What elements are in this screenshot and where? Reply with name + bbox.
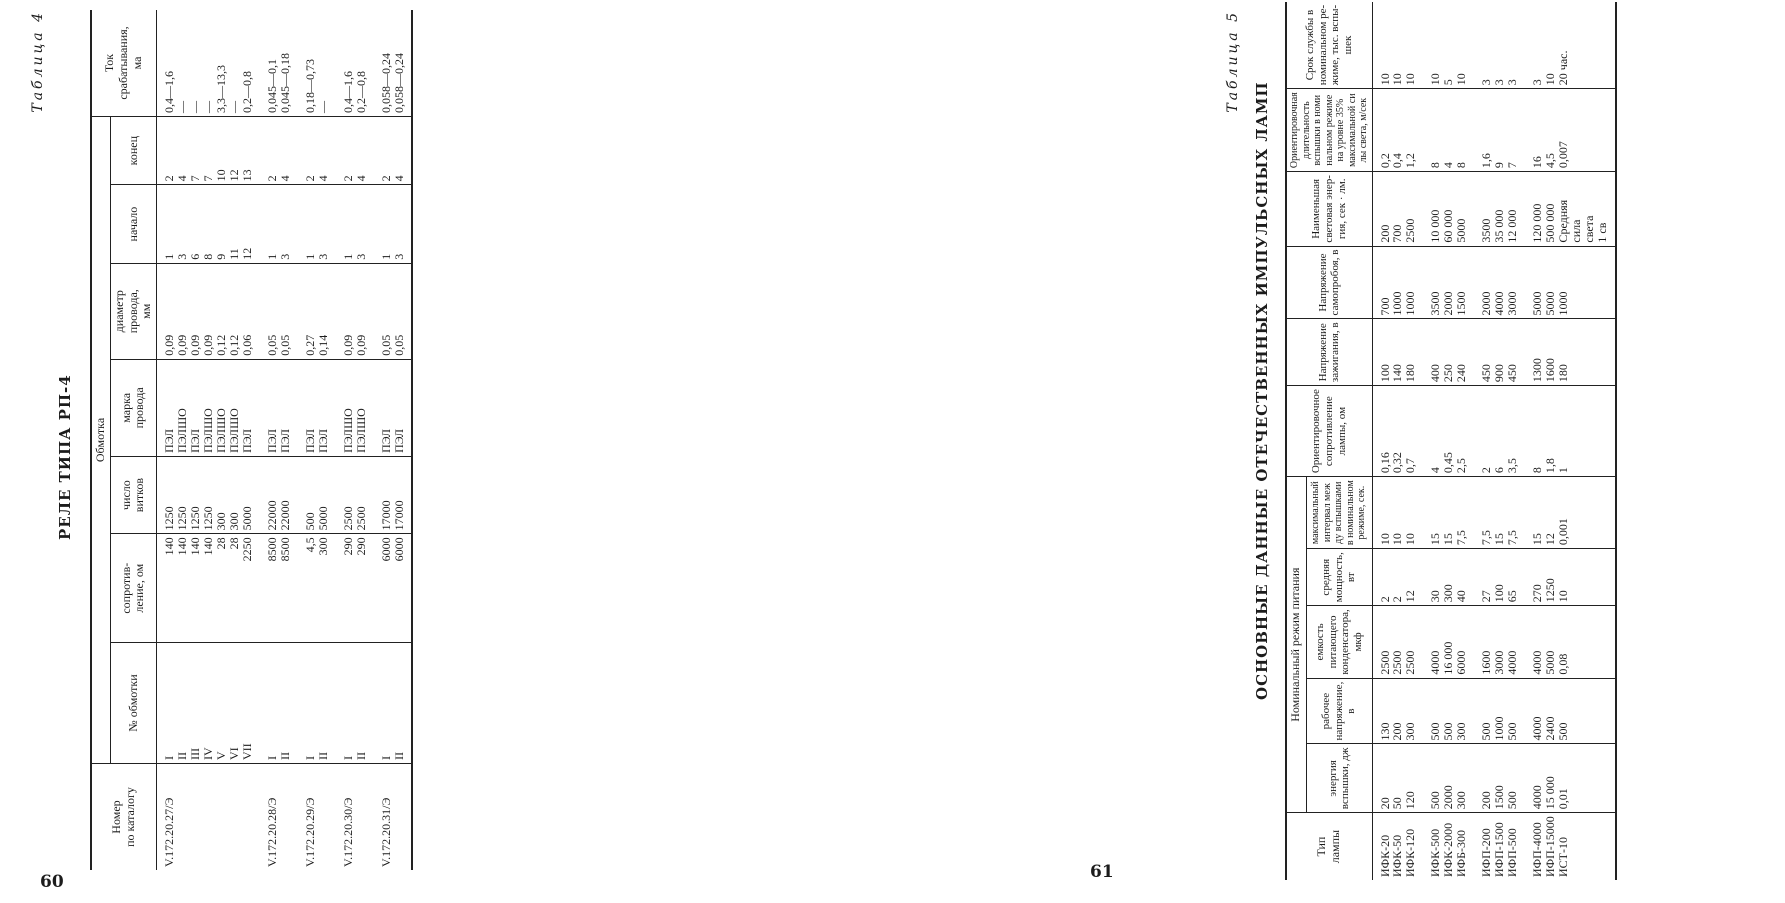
- col-resistance: Ориентировочное сопротивление лампы, ом: [1286, 386, 1372, 477]
- cell-resistance: 6000 6000: [374, 534, 413, 643]
- cell-voltage: 4000 2400 500: [1525, 678, 1616, 744]
- table-row: [1525, 2, 1616, 880]
- col-life: Срок службы в номинальном ре- жиме, тыс. вспы- шек: [1286, 2, 1372, 89]
- cell-ignition: 450 900 450: [1474, 319, 1525, 386]
- cell-brand: ПЭЛ ПЭЛ: [298, 359, 336, 456]
- cell-resistance: 140 140 140 140 28 28 2250: [157, 534, 260, 643]
- cell-current: 0,18—0,73 —: [298, 10, 336, 117]
- cell-winding: I II III IV V VI VII: [157, 643, 260, 764]
- col-catalog: Номер по каталогу: [91, 764, 157, 871]
- cell-current: 0,058—0,24 0,058—0,24: [374, 10, 413, 117]
- cell-capacitance: 2500 2500 2500: [1372, 606, 1423, 678]
- cell-interval: 15 15 7,5: [1423, 477, 1474, 549]
- cell-turns: 500 5000: [298, 456, 336, 533]
- cell-capacitance: 4000 16 000 6000: [1423, 606, 1474, 678]
- page-number-left: 60: [40, 872, 64, 892]
- cell-start: 1 3: [260, 185, 298, 263]
- col-current: Ток срабатывания, ма: [91, 10, 157, 117]
- cell-duration: 8 4 8: [1423, 89, 1474, 172]
- cell-catalog: V.172.20.27/Э: [162, 797, 177, 867]
- cell-type: ИФП-4000 ИФП-15000 ИСТ-10: [1530, 816, 1570, 877]
- cell-resistance: 290 290: [336, 534, 374, 643]
- cell-winding: I II: [260, 643, 298, 764]
- cell-power: 2 2 12: [1372, 549, 1423, 606]
- cell-catalog: V.172.20.30/Э: [340, 797, 355, 867]
- cell-type: ИФК-20 ИФК-50 ИФК-120: [1377, 828, 1418, 877]
- table-row: [336, 10, 374, 870]
- cell-resistance: 4 0,45 2,5: [1423, 386, 1474, 477]
- table-4-label: Таблица 4: [30, 10, 46, 113]
- cell-start: 1 3: [336, 185, 374, 263]
- lamp-table: [1285, 2, 1617, 880]
- cell-duration: 16 4,5 0,007: [1525, 89, 1616, 172]
- cell-turns: 17000 17000: [374, 456, 413, 533]
- cell-life: 3 10 20 час.: [1525, 2, 1616, 89]
- cell-winding: I II: [336, 643, 374, 764]
- cell-duration: 0,2 0,4 1,2: [1372, 89, 1423, 172]
- cell-brand: ПЭЛ ПЭЛ: [374, 359, 413, 456]
- cell-power: 27 100 65: [1474, 549, 1525, 606]
- col-light-energy: Наименьшая световая энер- гия, сек · лм.: [1286, 172, 1372, 246]
- table-row: [1423, 2, 1474, 880]
- cell-capacitance: 1600 3000 4000: [1474, 606, 1525, 678]
- cell-life: 10 10 10: [1372, 2, 1423, 89]
- cell-selfbreak: 700 1000 1000: [1372, 246, 1423, 319]
- cell-light-energy: 3500 35 000 12 000: [1474, 172, 1525, 246]
- cell-turns: 1250 1250 1250 1250 300 300 5000: [157, 456, 260, 533]
- cell-brand: ПЭЛ ПЭЛШО ПЭЛ ПЭЛШО ПЭЛШО ПЭЛШО ПЭЛ: [157, 359, 260, 456]
- cell-resistance: 4,5 300: [298, 534, 336, 643]
- cell-light-energy: 200 700 2500: [1372, 172, 1423, 246]
- cell-power: 270 1250 10: [1525, 549, 1616, 606]
- col-group-mode: Номинальный режим питания: [1286, 477, 1306, 813]
- cell-winding: I II: [298, 643, 336, 764]
- cell-life: 10 5 10: [1423, 2, 1474, 89]
- cell-turns: 22000 22000: [260, 456, 298, 533]
- cell-ignition: 400 250 240: [1423, 319, 1474, 386]
- cell-energy: 200 1500 500: [1474, 744, 1525, 813]
- cell-start: 1 3: [374, 185, 413, 263]
- col-start: начало: [110, 185, 156, 263]
- cell-interval: 7,5 15 7,5: [1474, 477, 1525, 549]
- col-ignition: Напряжение зажигания, в: [1286, 319, 1372, 386]
- cell-catalog: V.172.20.28/Э: [264, 797, 279, 867]
- col-interval: максимальный интервал меж ду вспышками в номинальном режиме, сек.: [1306, 477, 1372, 549]
- cell-selfbreak: 5000 5000 1000: [1525, 246, 1616, 319]
- cell-start: 1 3: [298, 185, 336, 263]
- table-5-label: Таблица 5: [1225, 10, 1241, 113]
- cell-interval: 10 10 10: [1372, 477, 1423, 549]
- cell-winding: I II: [374, 643, 413, 764]
- col-type: Тип лампы: [1286, 813, 1372, 880]
- cell-voltage: 130 200 300: [1372, 678, 1423, 744]
- cell-diameter: 0,05 0,05: [260, 263, 298, 359]
- col-end: конец: [110, 117, 156, 185]
- right-page: [600, 0, 1609, 903]
- cell-resistance: 2 6 3,5: [1474, 386, 1525, 477]
- table-row: [1474, 2, 1525, 880]
- cell-light-energy: 120 000 500 000 Средняя сила света 1 св: [1525, 172, 1616, 246]
- page-number-right: 61: [1090, 862, 1114, 882]
- cell-end: 2 4: [374, 117, 413, 185]
- cell-capacitance: 4000 5000 0,08: [1525, 606, 1616, 678]
- cell-selfbreak: 3500 2000 1500: [1423, 246, 1474, 319]
- table-5-title: ОСНОВНЫЕ ДАННЫЕ ОТЕЧЕСТВЕННЫХ ИМПУЛЬСНЫХ ЛАМП: [1253, 81, 1271, 700]
- table-row: [260, 10, 298, 870]
- cell-catalog: V.172.20.29/Э: [302, 797, 317, 867]
- table-row: [298, 10, 336, 870]
- cell-diameter: 0,05 0,05: [374, 263, 413, 359]
- cell-end: 2 4: [336, 117, 374, 185]
- table-5-frame: [1225, 4, 1785, 880]
- col-energy: энергия вспышки, дж: [1306, 744, 1372, 813]
- cell-end: 2 4: [298, 117, 336, 185]
- cell-voltage: 500 1000 500: [1474, 678, 1525, 744]
- cell-selfbreak: 2000 4000 3000: [1474, 246, 1525, 319]
- cell-diameter: 0,09 0,09 0,09 0,09 0,12 0,12 0,06: [157, 263, 260, 359]
- relay-table: [90, 10, 413, 870]
- col-power: средняя мощность, вт: [1306, 549, 1372, 606]
- col-duration: Ориентировочная длительность вспышки в номи нальном режиме на уровне 35% максимальной си лы света, м/сек: [1286, 89, 1372, 172]
- left-page: [0, 0, 600, 903]
- cell-resistance: 0,16 0,32 0,7: [1372, 386, 1423, 477]
- col-selfbreak: Напряжение самопробоя, в: [1286, 246, 1372, 319]
- col-voltage: рабочее напряжение, в: [1306, 678, 1372, 744]
- table-row: [374, 10, 413, 870]
- cell-power: 30 300 40: [1423, 549, 1474, 606]
- cell-interval: 15 12 0,001: [1525, 477, 1616, 549]
- col-capacitance: емкость питающего конденсатора, мкф: [1306, 606, 1372, 678]
- table-4-title: РЕЛЕ ТИПА РП-4: [56, 374, 74, 540]
- cell-current: 0,045—0,1 0,045—0,18: [260, 10, 298, 117]
- cell-type: ИФК-500 ИФК-2000 ИФБ-300: [1428, 822, 1469, 877]
- cell-energy: 4000 15 000 0,01: [1525, 744, 1616, 813]
- cell-brand: ПЭЛШО ПЭЛШО: [336, 359, 374, 456]
- cell-ignition: 100 140 180: [1372, 319, 1423, 386]
- cell-end: 2 4: [260, 117, 298, 185]
- col-wire-brand: марка провода: [110, 359, 156, 456]
- cell-diameter: 0,27 0,14: [298, 263, 336, 359]
- col-wire-diameter: диаметр провода, мм: [110, 263, 156, 359]
- cell-energy: 500 2000 300: [1423, 744, 1474, 813]
- cell-current: 0,4—1,6 — — — 3,3—13,3 — 0,2—0,8: [157, 10, 260, 117]
- col-winding-no: № обмотки: [110, 643, 156, 764]
- cell-turns: 2500 2500: [336, 456, 374, 533]
- cell-brand: ПЭЛ ПЭЛ: [260, 359, 298, 456]
- cell-duration: 1,6 9 7: [1474, 89, 1525, 172]
- cell-life: 3 3 3: [1474, 2, 1525, 89]
- col-turns: число витков: [110, 456, 156, 533]
- cell-voltage: 500 500 300: [1423, 678, 1474, 744]
- table-row: [1372, 2, 1423, 880]
- cell-catalog: V.172.20.31/Э: [378, 797, 393, 867]
- table-row: [157, 10, 260, 870]
- cell-end: 2 4 7 7 10 12 13: [157, 117, 260, 185]
- cell-ignition: 1300 1600 180: [1525, 319, 1616, 386]
- cell-current: 0,4—1,6 0,2—0,8: [336, 10, 374, 117]
- cell-start: 1 3 6 8 9 11 12: [157, 185, 260, 263]
- cell-resistance: 8500 8500: [260, 534, 298, 643]
- table-4-frame: [30, 10, 550, 870]
- cell-diameter: 0,09 0,09: [336, 263, 374, 359]
- cell-light-energy: 10 000 60 000 5000: [1423, 172, 1474, 246]
- cell-resistance: 8 1,8 1: [1525, 386, 1616, 477]
- cell-type: ИФП-200 ИФП-1500 ИФП-500: [1479, 822, 1520, 877]
- col-group-winding: Обмотка: [91, 117, 110, 764]
- col-resistance: сопротив- ление, ом: [110, 534, 156, 643]
- cell-energy: 20 50 120: [1372, 744, 1423, 813]
